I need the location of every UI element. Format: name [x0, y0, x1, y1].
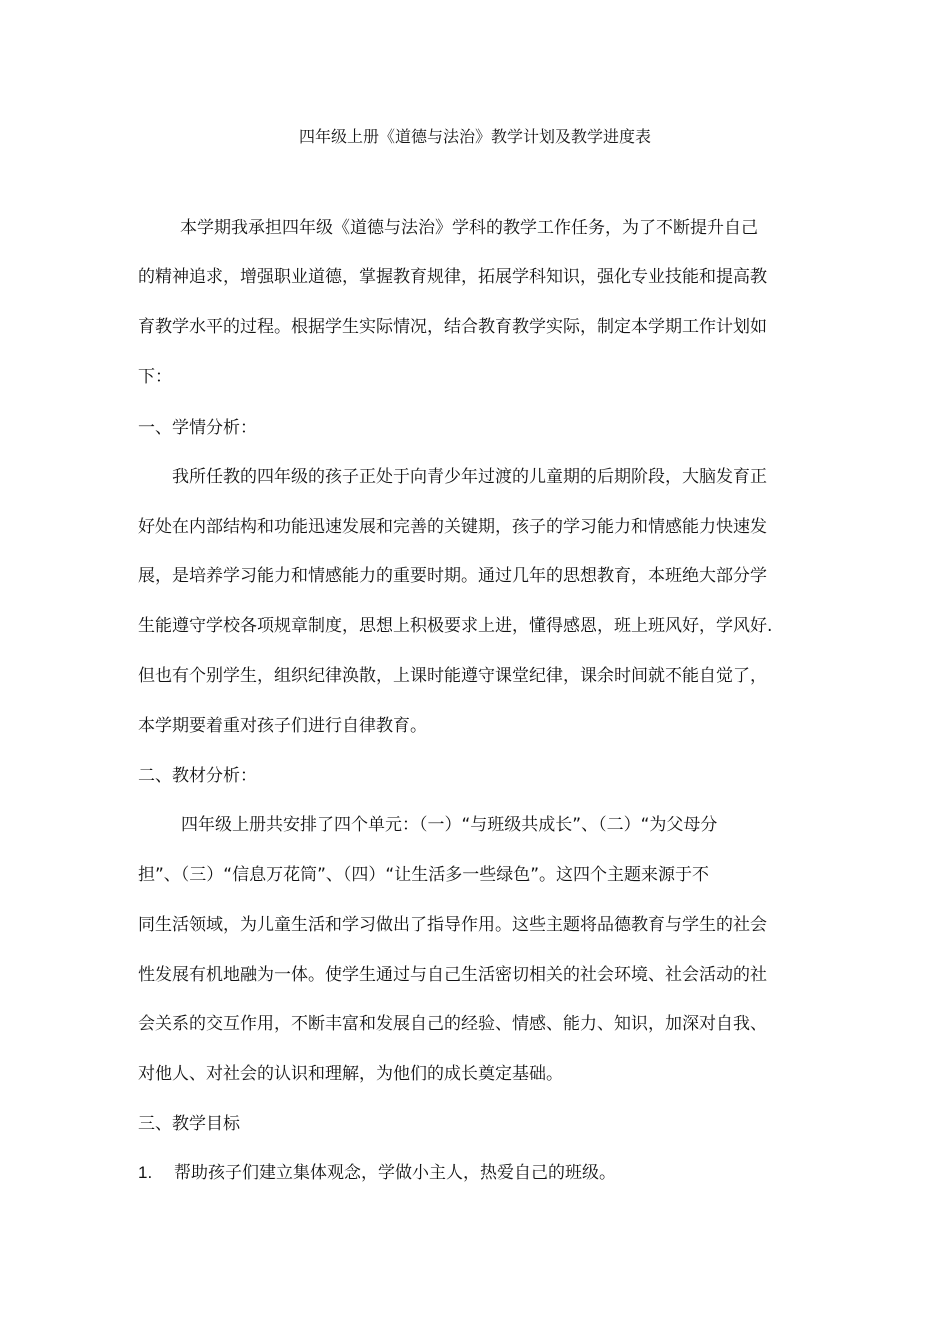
paragraph-line: 同生活领域，为儿童生活和学习做出了指导作用。这些主题将品德教育与学生的社会	[138, 915, 767, 935]
paragraph-line: 但也有个别学生，组织纪律涣散，上课时能遵守课堂纪律，课余时间就不能自觉了，	[138, 666, 767, 686]
paragraph-line: 会关系的交互作用，不断丰富和发展自己的经验、情感、能力、知识，加深对自我、	[138, 1014, 767, 1034]
paragraph-line: 对他人、对社会的认识和理解，为他们的成长奠定基础。	[138, 1064, 563, 1084]
paragraph-line: 性发展有机地融为一体。使学生通过与自己生活密切相关的社会环境、社会活动的社	[138, 965, 767, 985]
section-heading: 三、教学目标	[138, 1114, 240, 1134]
list-item-number: 1.	[138, 1163, 153, 1182]
list-item-text: 帮助孩子们建立集体观念，学做小主人，热爱自己的班级。	[174, 1163, 616, 1183]
paragraph-line: 担”、（三）“信息万花筒”、（四）“让生活多一些绿色”。这四个主题来源于不	[138, 865, 710, 885]
paragraph-line: 展，是培养学习能力和情感能力的重要时期。通过几年的思想教育，本班绝大部分学	[138, 566, 767, 586]
intro-line: 下：	[138, 367, 172, 387]
section-heading: 一、学情分析：	[138, 418, 257, 438]
intro-line: 的精神追求，增强职业道德，掌握教育规律，拓展学科知识，强化专业技能和提高教	[138, 267, 767, 287]
paragraph-line: 四年级上册共安排了四个单元：（一）“与班级共成长”、（二）“为父母分	[181, 815, 718, 835]
intro-line: 育教学水平的过程。根据学生实际情况，结合教育教学实际，制定本学期工作计划如	[138, 317, 767, 337]
paragraph-line: 生能遵守学校各项规章制度，思想上积极要求上进，懂得感恩，班上班风好，学风好.	[138, 616, 773, 636]
section-heading: 二、教材分析：	[138, 766, 257, 786]
paragraph-line: 好处在内部结构和功能迅速发展和完善的关键期，孩子的学习能力和情感能力快速发	[138, 517, 767, 537]
paragraph-line: 我所任教的四年级的孩子正处于向青少年过渡的儿童期的后期阶段，大脑发育正	[172, 467, 767, 487]
intro-line: 本学期我承担四年级《道德与法治》学科的教学工作任务，为了不断提升自己	[180, 218, 758, 238]
document-title: 四年级上册《道德与法治》教学计划及教学进度表	[298, 127, 651, 146]
paragraph-line: 本学期要着重对孩子们进行自律教育。	[138, 716, 427, 736]
